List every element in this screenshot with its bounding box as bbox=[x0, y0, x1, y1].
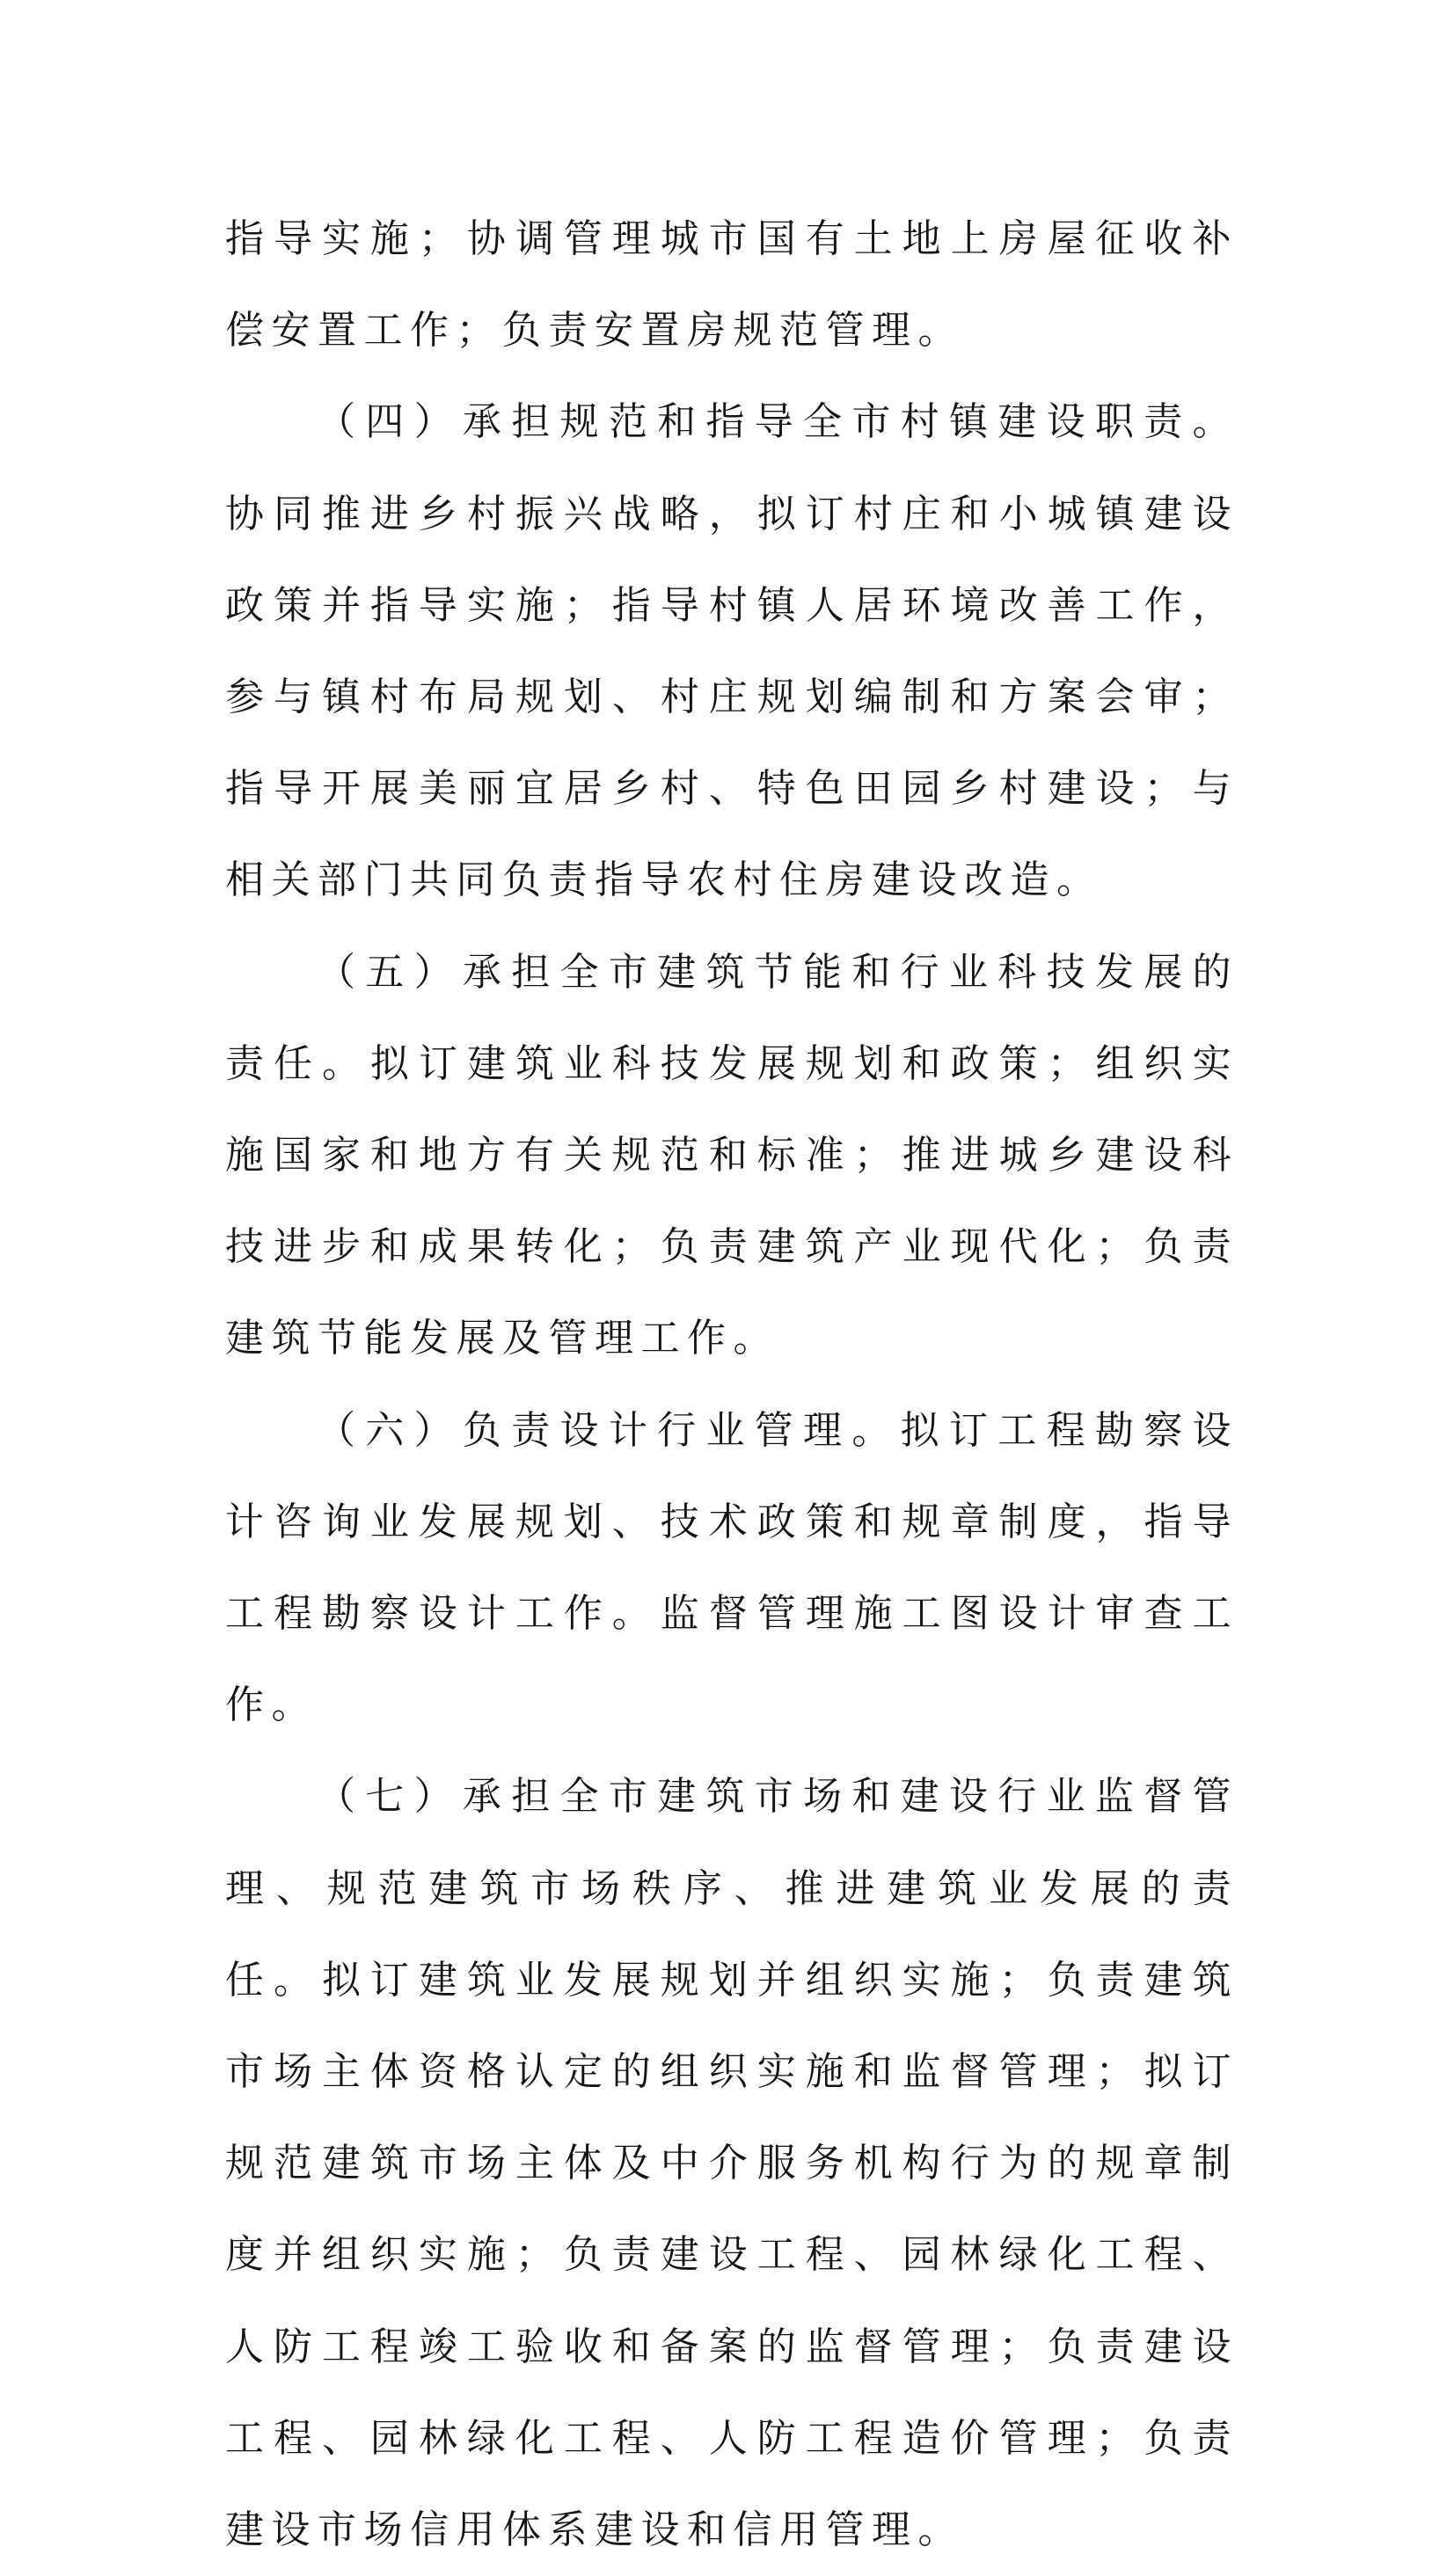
paragraph-continuation: 指导实施；协调管理城市国有土地上房屋征收补偿安置工作；负责安置房规范管理。 bbox=[225, 216, 1238, 354]
paragraph-item-6: （六）负责设计行业管理。拟订工程勘察设计咨询业发展规划、技术政策和规章制度，指导工程勘察设计工作。监督管理施工图设计审查工作。 bbox=[225, 1407, 1238, 1728]
paragraph-item-5: （五）承担全市建筑节能和行业科技发展的责任。拟订建筑业科技发展规划和政策；组织实施国家和地方有关规范和标准；推进城乡建设科技进步和成果转化；负责建筑产业现代化；负责建筑节能发展及管理工作。 bbox=[225, 949, 1238, 1361]
document-body bbox=[225, 193, 1238, 2576]
paragraph-item-4: （四）承担规范和指导全市村镇建设职责。协同推进乡村振兴战略，拟订村庄和小城镇建设政策并指导实施；指导村镇人居环境改善工作，参与镇村布局规划、村庄规划编制和方案会审；指导开展美丽宜居乡村、特色田园乡村建设；与相关部门共同负责指导农村住房建设改造。 bbox=[225, 399, 1238, 903]
paragraph-item-7: （七）承担全市建筑市场和建设行业监督管理、规范建筑市场秩序、推进建筑业发展的责任。拟订建筑业发展规划并组织实施；负责建筑市场主体资格认定的组织实施和监督管理；拟订规范建筑市场主体及中介服务机构行为的规章制度并组织实施；负责建设工程、园林绿化工程、人防工程竣工验收和备案的监督管理；负责建设工程、园林绿化工程、人防工程造价管理；负责建设市场信用体系建设和信用管理。 bbox=[225, 1774, 1238, 2553]
